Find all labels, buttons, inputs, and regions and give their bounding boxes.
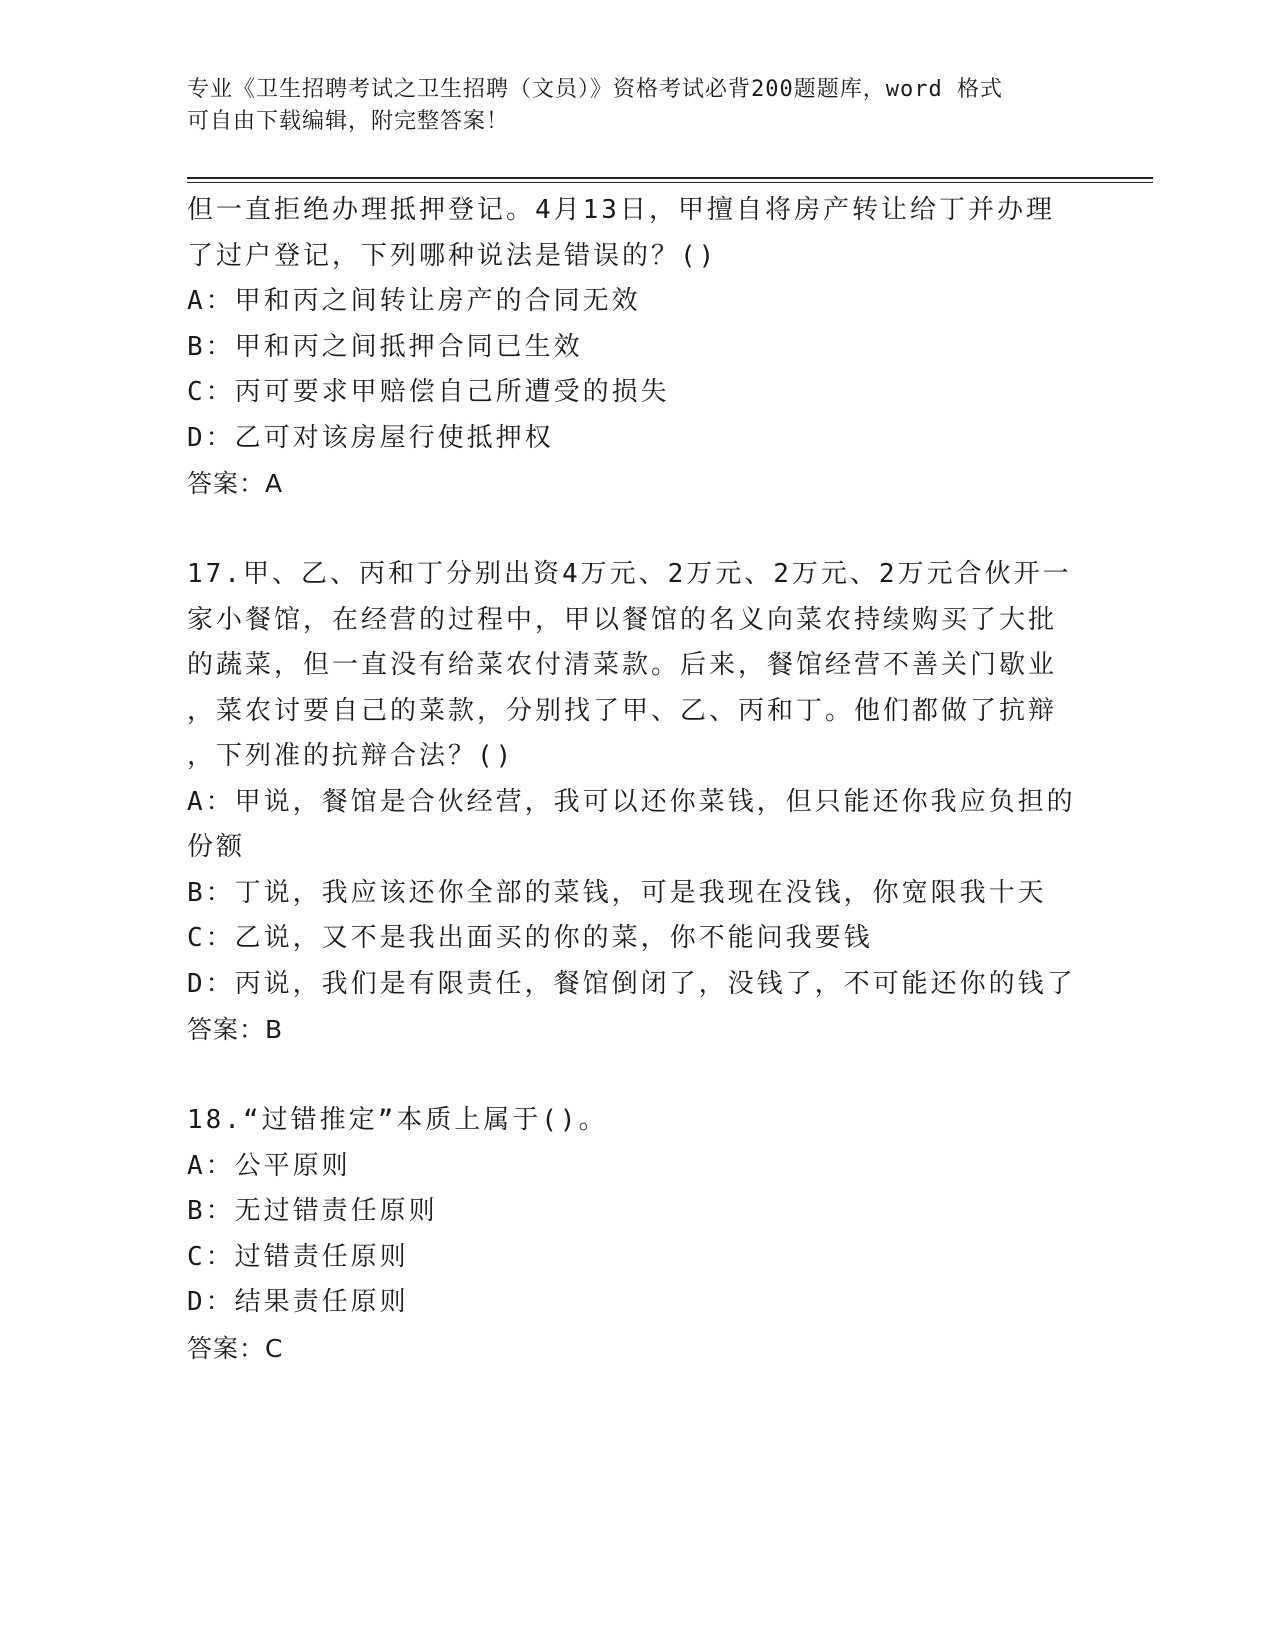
answer-label: 答案：C xyxy=(187,1333,284,1363)
question-16 xyxy=(187,188,1087,507)
document-body xyxy=(187,188,1087,1371)
option-c: C：过错责任原则 xyxy=(187,1241,409,1272)
question-text-line: ，菜农讨要自己的菜款，分别找了甲、乙、丙和丁。他们都做了抗辩 xyxy=(187,695,1058,726)
option-a: A：公平原则 xyxy=(187,1150,351,1181)
option-d: D：乙可对该房屋行使抵押权 xyxy=(187,422,554,453)
option-a-continued: 份额 xyxy=(187,832,246,862)
answer-label: 答案：B xyxy=(187,1015,284,1044)
option-a: A：甲说，餐馆是合伙经营，我可以还你菜钱，但只能还你我应负担的 xyxy=(187,786,1076,817)
option-b: B：无过错责任原则 xyxy=(187,1196,438,1226)
question-18 xyxy=(187,1098,1087,1371)
option-d: D：丙说，我们是有限责任，餐馆倒闭了，没钱了，不可能还你的钱了 xyxy=(187,968,1076,999)
question-text-line: 18.“过错推定”本质上属于()。 xyxy=(187,1105,608,1135)
question-text-line: 17.甲、乙、丙和丁分别出资4万元、2万元、2万元、2万元合伙开一 xyxy=(187,559,1072,589)
header-line-2: 可自由下载编辑，附完整答案！ xyxy=(187,109,510,134)
question-17 xyxy=(187,552,1087,1053)
option-c: C：乙说，又不是我出面买的你的菜，你不能问我要钱 xyxy=(187,923,873,953)
question-text-line: 但一直拒绝办理抵押登记。4月13日，甲擅自将房产转让给丁并办理 xyxy=(187,195,1055,225)
option-b: B：丁说，我应该还你全部的菜钱，可是我现在没钱，你宽限我十天 xyxy=(187,877,1047,908)
header-rule-thick xyxy=(187,177,1153,179)
spacer xyxy=(187,507,1087,553)
question-text-line: ，下列准的抗辩合法？() xyxy=(187,741,515,771)
question-text-line: 了过户登记，下列哪种说法是错误的？() xyxy=(187,240,718,271)
header-line-1: 专业《卫生招聘考试之卫生招聘（文员）》资格考试必背200题题库，word 格式 xyxy=(187,77,1003,102)
option-b: B：甲和丙之间抵押合同已生效 xyxy=(187,331,583,362)
header-rule-thin xyxy=(187,182,1153,183)
question-text-line: 家小餐馆，在经营的过程中，甲以餐馆的名义向菜农持续购买了大批 xyxy=(187,604,1058,635)
option-d: D：结果责任原则 xyxy=(187,1287,409,1317)
question-text-line: 的蔬菜，但一直没有给菜农付清菜款。后来，餐馆经营不善关门歇业 xyxy=(187,650,1058,680)
document-header xyxy=(187,74,1067,138)
option-a: A：甲和丙之间转让房产的合同无效 xyxy=(187,286,641,316)
answer-label: 答案：A xyxy=(187,469,284,498)
spacer xyxy=(187,1053,1087,1099)
option-c: C：丙可要求甲赔偿自己所遭受的损失 xyxy=(187,377,670,407)
